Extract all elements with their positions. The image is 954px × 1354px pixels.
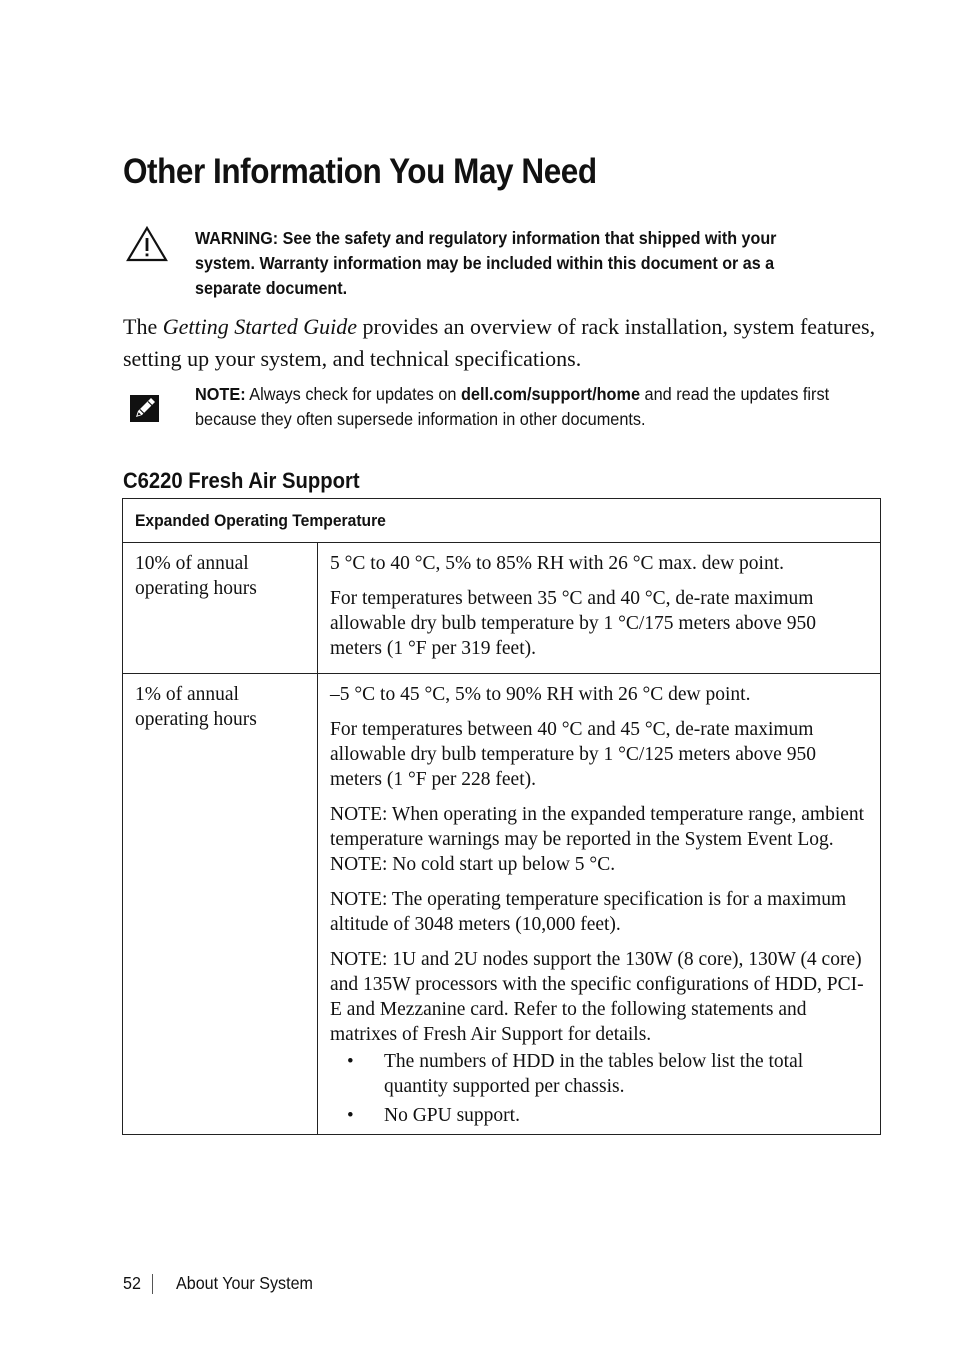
note-pencil-icon: [129, 392, 161, 424]
guide-title: Getting Started Guide: [162, 314, 358, 339]
warning-triangle-icon: [126, 226, 168, 262]
list-item: • The numbers of HDD in the tables below list the total quantity supported per chassis.: [384, 1049, 868, 1099]
table-row: [123, 543, 881, 674]
list-item: • No GPU support.: [384, 1103, 868, 1128]
bullet-list: [330, 1049, 868, 1128]
note-text: [195, 382, 865, 432]
footer-section-title: About Your System: [176, 1273, 313, 1293]
row-value: [318, 543, 881, 674]
row-paragraph: NOTE: When operating in the expanded temperature range, ambient temperature warnings may be reported in the System Event Log.: [330, 804, 865, 850]
section-heading: C6220 Fresh Air Support: [123, 468, 360, 493]
page-title: Other Information You May Need: [123, 152, 597, 191]
row-label: 1% of annual operating hours: [123, 674, 318, 1135]
support-link[interactable]: dell.com/support/home: [460, 384, 641, 404]
table-header: [123, 499, 881, 543]
warning-text: WARNING: See the safety and regulatory information that shipped with your system. Warranty information may be included within this document or as a separate document.: [195, 228, 777, 298]
intro-before: The: [123, 314, 163, 339]
row-paragraph: For temperatures between 40 °C and 45 °C, de-rate maximum allowable dry bulb temperature by 1 °C/125 meters above 950 meters (1 °F per 228 feet).: [330, 719, 816, 790]
row-paragraph: –5 °C to 45 °C, 5% to 90% RH with 26 °C dew point.: [330, 684, 751, 705]
table-header-label: Expanded Operating Temperature: [135, 511, 386, 530]
row-label: 10% of annual operating hours: [123, 543, 318, 674]
note-before-link: Always check for updates on: [245, 384, 461, 404]
row-paragraph: 5 °C to 40 °C, 5% to 85% RH with 26 °C max. dew point.: [330, 553, 785, 574]
intro-paragraph: [123, 311, 883, 375]
intro-after: provides an overview of rack installation, system features, setting up your system, and technical specifications.: [123, 314, 876, 371]
table-row: [123, 674, 881, 1135]
table-header-row: [123, 499, 881, 543]
row-value: [318, 674, 881, 1135]
footer-divider: [152, 1274, 153, 1294]
temperature-table: [122, 498, 881, 1135]
row-paragraph: For temperatures between 35 °C and 40 °C, de-rate maximum allowable dry bulb temperature by 1 °C/175 meters above 950 meters (1 °F per 319 feet).: [330, 588, 816, 659]
note-label: NOTE:: [195, 384, 246, 404]
row-paragraph: NOTE: No cold start up below 5 °C.: [330, 854, 616, 875]
row-paragraph: NOTE: The operating temperature specification is for a maximum altitude of 3048 meters (10,000 feet).: [330, 889, 847, 935]
page-number: 52: [123, 1273, 141, 1293]
note-after-link: and read the updates first because they often supersede information in other documents.: [195, 384, 830, 429]
row-paragraph: NOTE: 1U and 2U nodes support the 130W (8 core), 130W (4 core) and 135W processors with the specific configurations of HDD, PCI-E and Mezzanine card. Refer to the following statements and matrixes of Fresh Air Support for details.: [330, 949, 864, 1045]
